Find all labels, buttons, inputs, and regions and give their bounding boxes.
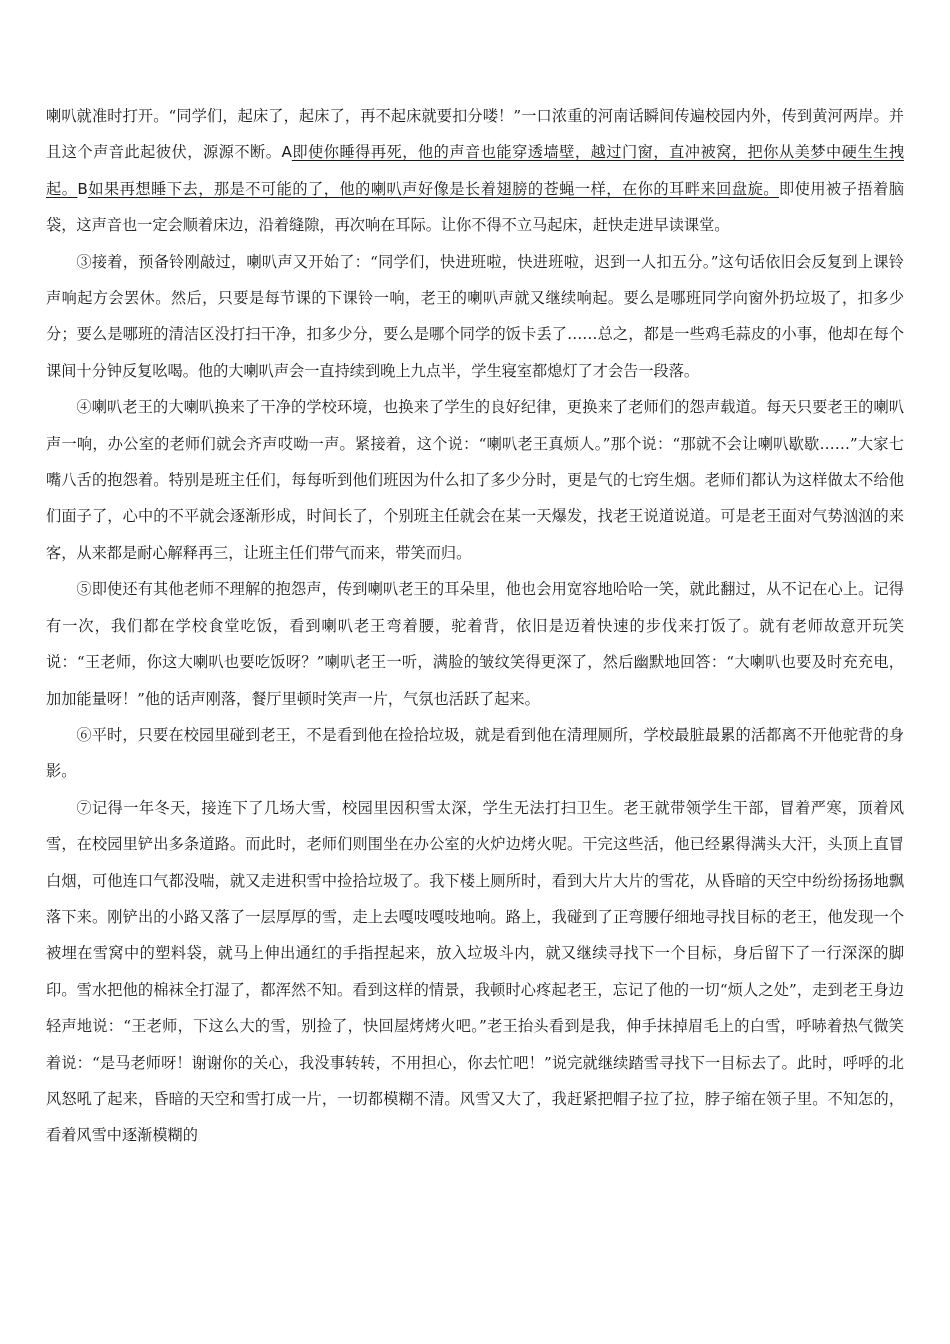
paragraph-5: ⑤即使还有其他老师不理解的抱怨声，传到喇叭老王的耳朵里，他也会用宽容地哈哈一笑，就此翻过，从不记在心上。记得有一次，我们都在学校食堂吃饭，看到喇叭老王弯着腰，驼着背，依旧是迈着快速的步伐来打饭了。就有老师故意开玩笑说：“王老师，你这大喇叭也要吃饭呀？”喇叭老王一听，满脸的皱纹笑得更深了，然后幽默地回答：“大喇叭也要及时充充电，加加能量呀！”他的话声刚落，餐厅里顿时笑声一片，气氛也活跃了起来。 — [46, 580, 904, 708]
paragraph-6: ⑥平时，只要在校园里碰到老王，不是看到他在捡拾垃圾，就是看到他在清理厕所，学校最脏最累的活都离不开他驼背的身影。 — [46, 725, 904, 781]
paragraph-7: ⑦记得一年冬天，接连下了几场大雪，校园里因积雪太深，学生无法打扫卫生。老王就带领学生干部，冒着严寒，顶着风雪，在校园里铲出多条道路。而此时，老师们则围坐在办公室的火炉边烤火呢。干完这些活，他已经累得满头大汗，头顶上直冒白烟，可他连口气都没喘，就又走进积雪中捡拾垃圾了。我下楼上厕所时，看到大片大片的雪花，从昏暗的天空中纷纷扬扬地飘落下来。刚铲出的小路又落了一层厚厚的雪，走上去嘎吱嘎吱地响。路上，我碰到了正弯腰仔细地寻找目标的老王，他发现一个被埋在雪窝中的塑料袋，就马上伸出通红的手指捏起来，放入垃圾斗内，就又继续寻找下一个目标，身后留下了一行深深的脚印。雪水把他的棉袜全打湿了，都浑然不知。看到这样的情景，我顿时心疼起老王，忘记了他的一切“烦人之处”，走到老王身边轻声地说：“王老师，下这么大的雪，别捡了，快回屋烤烤火吧。”老王抬头看到是我，伸手抹掉眉毛上的白雪，呼哧着热气微笑着说：“是马老师呀！谢谢你的关心，我没事转转，不用担心，你去忙吧！”说完就继续踏雪寻找下一目标去了。此时，呼呼的北风怒吼了起来，昏暗的天空和雪打成一片，一切都模糊不清。风雪又大了，我赶紧把帽子拉了拉，脖子缩在领子里。不知怎的，看着风雪中逐渐模糊的 — [46, 798, 904, 1145]
underlined-sentence-a: 即使你睡得再死，他的声音也能穿透墙壁，越过门窗，直冲被窝，把你从美梦中硬生生拽起。 — [46, 143, 905, 198]
underlined-sentence-b: 如果再想睡下去，那是不可能的了，他的喇叭声好像是长着翅膀的苍蝇一样，在你的耳畔来回盘旋。 — [87, 179, 779, 198]
paragraph-3: ③接着，预备铃刚敲过，喇叭声又开始了：“同学们，快进班啦，快进班啦，迟到一人扣五分。”这句话依旧会反复到上课铃声响起方会罢休。然后，只要是每节课的下课铃一响，老王的喇叭声就又继续响起。要么是哪班同学向窗外扔垃圾了，扣多少分；要么是哪班的清洁区没打扫干净，扣多少分，要么是哪个同学的饭卡丢了……总之，都是一些鸡毛蒜皮的小事，他却在每个课间十分钟反复吆喝。他的大喇叭声会一直持续到晚上九点半，学生寝室都熄灯了才会告一段落。 — [46, 252, 904, 380]
article-body — [46, 98, 904, 1154]
paragraph-4: ④喇叭老王的大喇叭换来了干净的学校环境，也换来了学生的良好纪律，更换来了老师们的怨声载道。每天只要老王的喇叭声一响，办公室的老师们就会齐声哎呦一声。紧接着，这个说：“喇叭老王真烦人。”那个说：“那就不会让喇叭歇歇……”大家七嘴八舌的抱怨着。特别是班主任们，每每听到他们班因为什么扣了多少分时，更是气的七窍生烟。老师们都认为这样做太不给他们面子了，心中的不平就会逐渐形成，时间长了，个别班主任就会在某一天爆发，找老王说道说道。可是老王面对气势汹汹的来客，从来都是耐心解释再三，让班主任们带气而来，带笑而归。 — [46, 398, 904, 562]
annotation-mark-b: B — [77, 179, 88, 198]
paragraph-2-text-a: 喇叭就准时打开。“同学们，起床了，起床了，再不起床就要扣分喽！”一口浓重的河南话瞬间传遍校园内外，传到黄河两岸。并且这个声音此起彼伏，源源不断。 — [46, 107, 904, 162]
annotation-mark-a: A — [281, 143, 292, 162]
paragraph-2-continuation — [46, 98, 904, 244]
paragraph-2-text-b: 即使用被子捂着脑袋，这声音也一定会顺着床边，沿着缝隙，再次响在耳际。让你不得不立马起床，赶快走进早读课堂。 — [46, 179, 905, 235]
